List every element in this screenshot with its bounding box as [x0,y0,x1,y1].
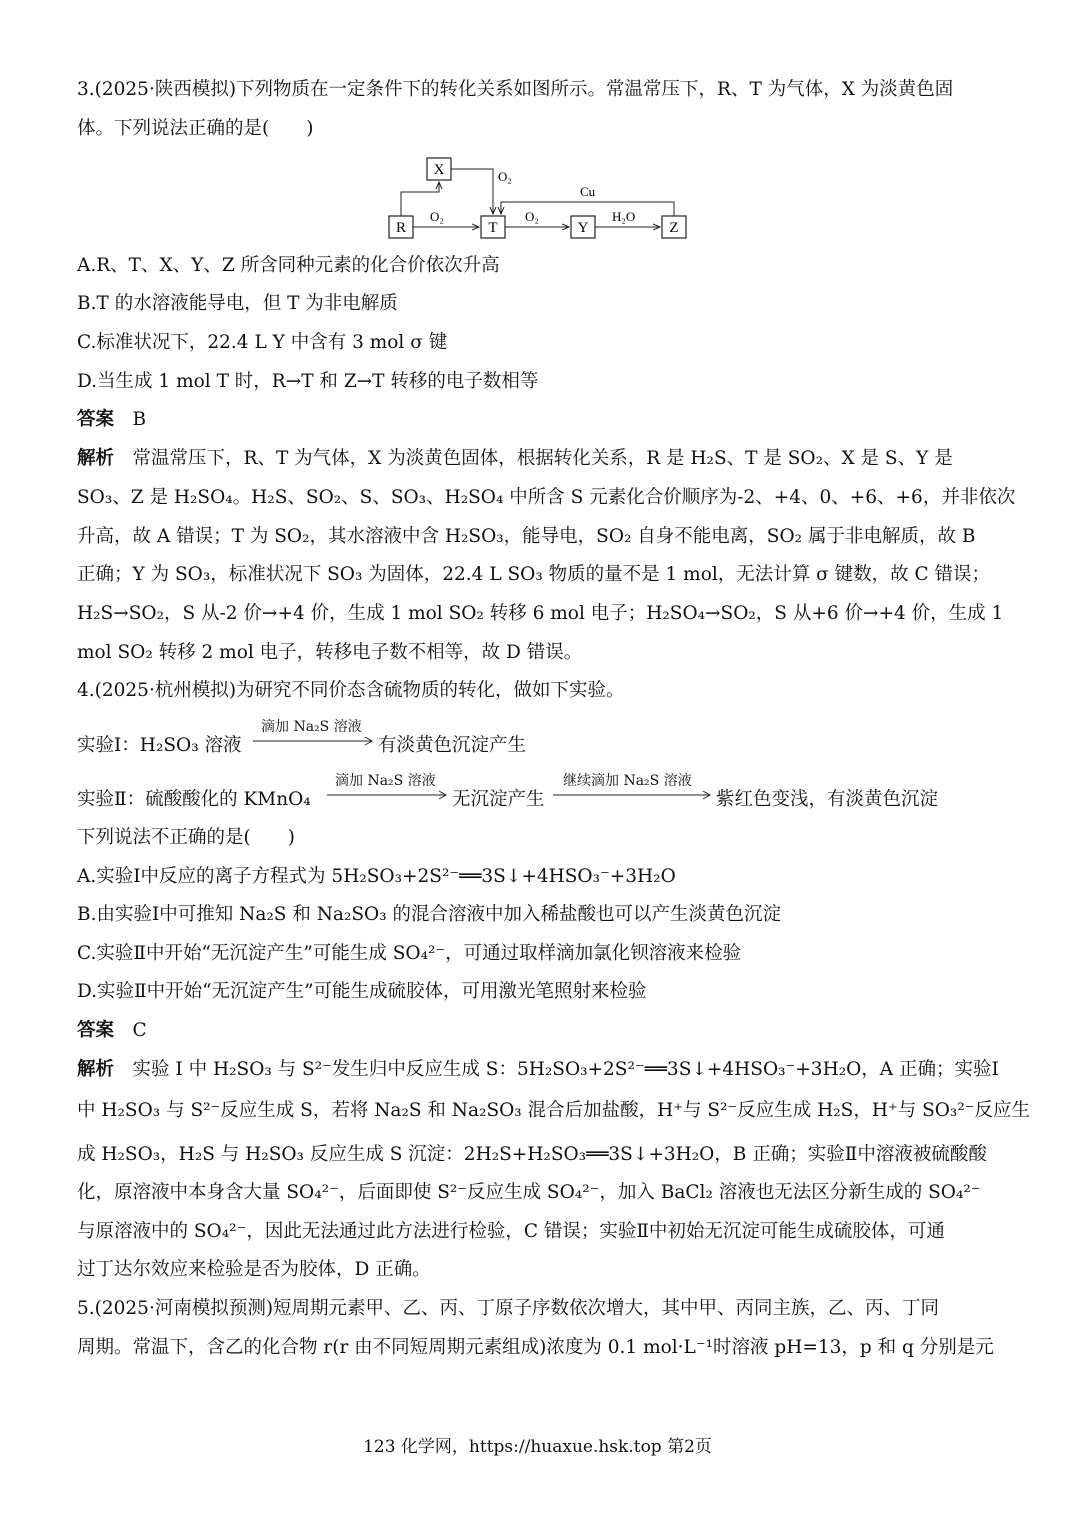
q4-question: 下列说法不正确的是( ) [77,827,295,848]
q3-stem-line2: 体。下列说法正确的是( ) [77,118,314,139]
q3-stem-line1: 3.(2025·陕西模拟)下列物质在一定条件下的转化关系如图所示。常温常压下，R、T 为气体，X 为淡黄色固 [77,79,954,100]
q4-exp1-arrow [253,716,375,750]
q3-option-b: B.T 的水溶液能导电，但 T 为非电解质 [77,293,398,314]
q3-analysis-label: 解析 [77,448,115,469]
q3-analysis-line2: SO₃、Z 是 H₂SO₄。H₂S、SO₂、S、SO₃、H₂SO₄ 中所含 S 元素化合价顺序为-2、+4、0、+6、+6，并非依次 [77,487,1016,508]
q3-option-a: A.R、T、X、Y、Z 所含同种元素的化合价依次升高 [77,255,500,276]
q4-answer-label: 答案 [77,1020,115,1041]
q5-stem-line2: 周期。常温下，含乙的化合物 r(r 由不同短周期元素组成)浓度为 0.1 mol·L⁻¹时溶液 pH=13，p 和 q 分别是元 [77,1337,994,1358]
q4-exp2-arrow2 [553,770,713,804]
q4-answer-line [77,1018,147,1044]
node-r-label: R [395,220,407,236]
q4-exp2-arrow1-label: 滴加 Na₂S 溶液 [335,773,436,789]
q4-exp2-result: 紫红色变浅，有淡黄色沉淀 [716,789,939,810]
q4-exp2-arrow2-line [553,788,713,802]
q4-exp2-arrow1-line [327,788,449,802]
q4-exp1-prefix: 实验Ⅰ：H₂SO₃ 溶液 [77,735,242,756]
q3-analysis-text1: 常温常压下，R、T 为气体，X 为淡黄色固体，根据转化关系，R 是 H₂S、T 是 SO₂、X 是 S、Y 是 [132,448,953,469]
arrow-x-to-t [451,169,493,214]
q3-analysis-line5: H₂S→SO₂，S 从-2 价→+4 价，生成 1 mol SO₂ 转移 6 mol 电子；H₂SO₄→SO₂，S 从+6 价→+4 价，生成 1 [77,603,1004,624]
q4-analysis-label: 解析 [77,1059,115,1080]
q4-analysis-line1 [77,1057,999,1083]
q4-analysis-line3: 成 H₂SO₃，H₂S 与 H₂SO₃ 反应生成 S 沉淀：2H₂S+H₂SO₃══3S↓+3H₂O，B 正确；实验Ⅱ中溶液被硫酸酸 [77,1144,987,1165]
q4-analysis-line2: 中 H₂SO₃ 与 S²⁻反应生成 S，若将 Na₂S 和 Na₂SO₃ 混合后加盐酸，H⁺与 S²⁻反应生成 H₂S，H⁺与 SO₃²⁻反应生 [77,1100,1031,1121]
q3-answer-line [77,407,146,433]
q4-option-a: A.实验Ⅰ中反应的离子方程式为 5H₂SO₃+2S²⁻══3S↓+4HSO₃⁻+3H₂O [77,866,676,887]
q4-analysis-text1: 实验 Ⅰ 中 H₂SO₃ 与 S²⁻发生归中反应生成 S：5H₂SO₃+2S²⁻══3S↓+4HSO₃⁻+3H₂O，A 正确；实验Ⅰ [132,1059,999,1080]
q3-option-d: D.当生成 1 mol T 时，R→T 和 Z→T 转移的电子数相等 [77,371,539,392]
label-o2-rt: O₂ [430,209,444,224]
node-z-label: Z [669,220,679,236]
q4-exp2-mid: 无沉淀产生 [452,789,545,810]
q4-exp1-result: 有淡黄色沉淀产生 [378,735,527,756]
q3-answer-label: 答案 [77,409,115,430]
q3-option-c: C.标准状况下，22.4 L Y 中含有 3 mol σ 键 [77,332,448,353]
label-o2-ty: O₂ [525,209,539,224]
q4-answer-value: C [132,1020,147,1041]
node-t-label: T [488,220,498,236]
q4-exp2-prefix: 实验Ⅱ：硫酸酸化的 KMnO₄ [77,789,311,810]
q4-analysis-line6: 过丁达尔效应来检验是否为胶体，D 正确。 [77,1259,431,1280]
q4-option-c: C.实验Ⅱ中开始“无沉淀产生”可能生成 SO₄²⁻，可通过取样滴加氯化钡溶液来检验 [77,943,742,964]
q3-analysis-line3: 升高，故 A 错误；T 为 SO₂，其水溶液中含 H₂SO₃，能导电，SO₂ 自身不能电离，SO₂ 属于非电解质，故 B [77,526,976,547]
node-y-label: Y [577,220,589,236]
q4-exp2-arrow1 [327,770,449,804]
page-footer: 123 化学网，https://huaxue.hsk.top 第2页 [363,1437,712,1457]
q4-stem: 4.(2025·杭州模拟)为研究不同价态含硫物质的转化，做如下实验。 [77,680,625,701]
q5-stem-line1: 5.(2025·河南模拟预测)短周期元素甲、乙、丙、丁原子序数依次增大，其中甲、丙同主族，乙、丙、丁同 [77,1298,940,1319]
label-o2-xt: O₂ [498,169,512,184]
q4-option-d: D.实验Ⅱ中开始“无沉淀产生”可能生成硫胶体，可用激光笔照射来检验 [77,981,647,1002]
q4-analysis-line4: 化，原溶液中本身含大量 SO₄²⁻，后面即使 S²⁻反应生成 SO₄²⁻，加入 BaCl₂ 溶液也无法区分新生成的 SO₄²⁻ [77,1182,981,1203]
q4-exp2-arrow2-label: 继续滴加 Na₂S 溶液 [563,773,692,789]
q3-analysis-line6: mol SO₂ 转移 2 mol 电子，转移电子数不相等，故 D 错误。 [77,642,583,663]
q4-exp1-arrow-label: 滴加 Na₂S 溶液 [261,719,362,735]
q3-analysis-line1 [77,446,953,472]
label-h2o-yz: H₂O [612,209,636,224]
q3-conversion-diagram [380,150,700,242]
label-cu-zt: Cu [580,184,596,199]
node-x-label: X [433,162,445,178]
q4-exp1-arrow-line [253,734,375,748]
q4-analysis-line5: 与原溶液中的 SO₄²⁻，因此无法通过此方法进行检验，C 错误；实验Ⅱ中初始无沉淀可能生成硫胶体，可通 [77,1221,945,1242]
q3-answer-value: B [132,409,147,430]
q4-option-b: B.由实验Ⅰ中可推知 Na₂S 和 Na₂SO₃ 的混合溶液中加入稀盐酸也可以产生淡黄色沉淀 [77,904,782,925]
q3-analysis-line4: 正确；Y 为 SO₃，标准状况下 SO₃ 为固体，22.4 L SO₃ 物质的量不是 1 mol，无法计算 σ 键数，故 C 错误； [77,564,991,585]
